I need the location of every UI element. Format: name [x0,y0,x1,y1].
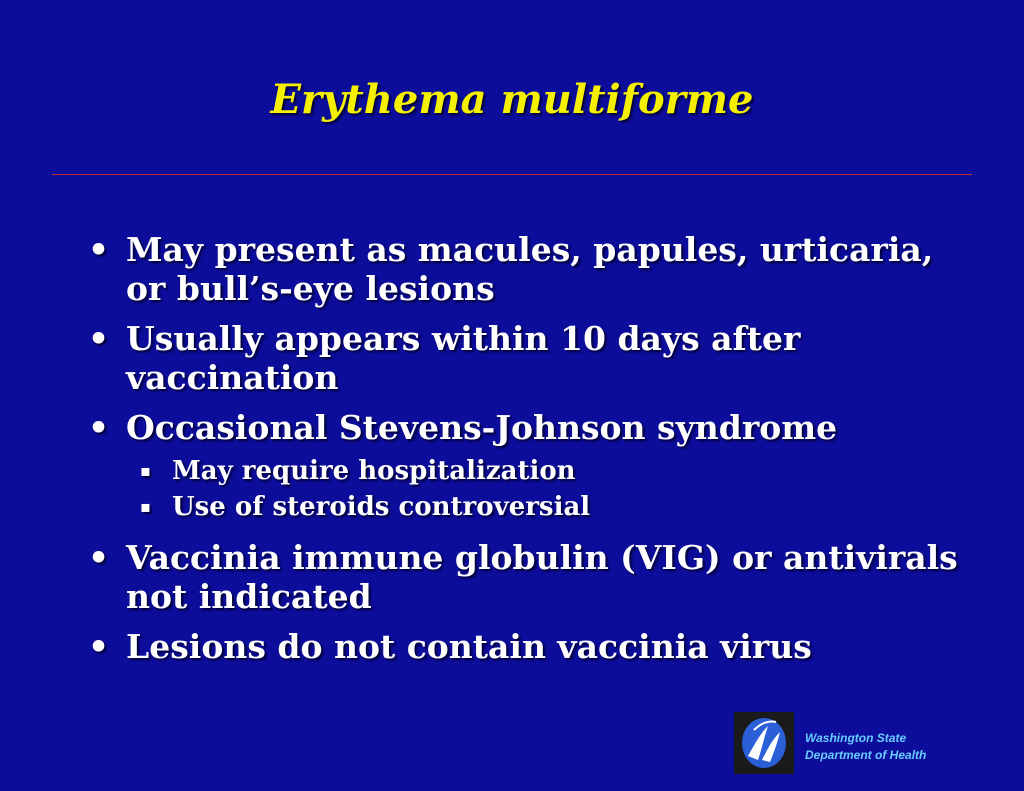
bullet-item [88,538,968,616]
sub-bullet-item [88,488,968,526]
bullet-item [88,230,968,308]
logo-graphic [734,712,794,774]
bullet-text: Vaccinia immune globulin (VIG) or antivirals not indicated [126,538,958,616]
org-line-2: Department of Health [805,748,927,762]
sub-bullet-text: Use of steroids controversial [172,492,591,522]
bullet-item [88,319,968,397]
bullet-list [88,230,968,677]
title-divider [52,174,972,175]
bullet-text: Usually appears within 10 days after vaccination [126,319,801,397]
wa-doh-logo-icon [734,712,794,774]
org-name [805,730,926,764]
bullet-glyph: • [88,230,110,269]
bullet-item [88,627,968,666]
slide-title: Erythema multiforme [270,76,754,123]
bullet-text: Lesions do not contain vaccinia virus [126,627,812,666]
bullet-glyph: • [88,408,110,447]
org-line-1: Washington State [805,731,907,745]
bullet-glyph: • [88,627,110,666]
sub-bullet-glyph: ▪ [140,461,151,480]
sub-bullet-glyph: ▪ [140,497,151,516]
sub-bullet-text: May require hospitalization [172,456,576,486]
bullet-text: Occasional Stevens-Johnson syndrome [126,408,838,447]
bullet-text: May present as macules, papules, urticaria, or bull’s-eye lesions [126,230,934,308]
sub-bullet-item [88,452,968,490]
bullet-glyph: • [88,538,110,577]
bullet-item [88,408,968,447]
bullet-glyph: • [88,319,110,358]
